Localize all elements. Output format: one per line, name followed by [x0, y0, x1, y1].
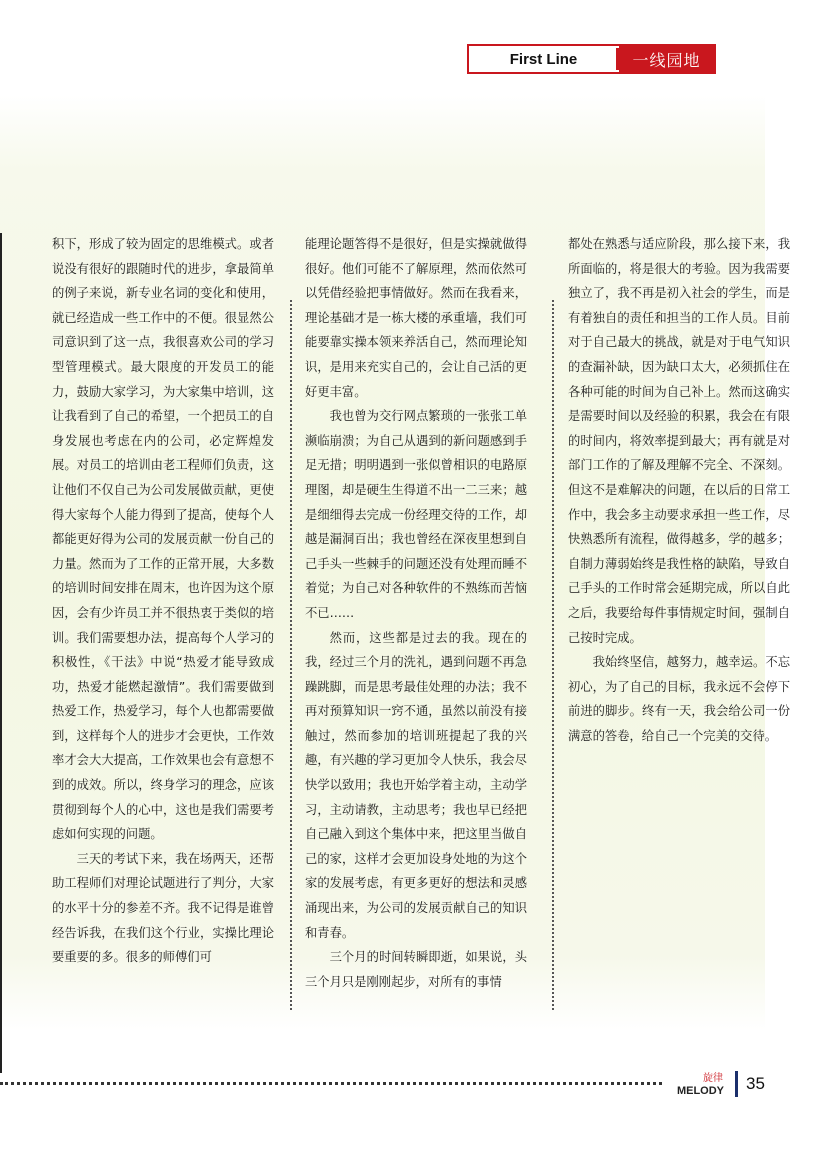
paragraph: 我也曾为交行网点繁琐的一张张工单濒临崩溃；为自己从遇到的新问题感到手足无措；明明遇到一张似曾相识的电路原理图，却是硬生生得道不出一二三来；越是细细得去完成一份经理交待的工作，却越是漏洞百出；我也曾经在深夜里想到自己手头一些棘手的问题还没有处理而睡不着觉；为自己对各种软件的不熟练而苦恼不已……	[305, 409, 527, 620]
paragraph: 我始终坚信，越努力，越幸运。不忘初心，为了自己的目标，我永远不会停下前进的脚步。终有一天，我会给公司一份满意的答卷，给自己一个完美的交待。	[568, 655, 790, 743]
section-header	[467, 44, 716, 74]
footer-dotted-rule	[0, 1082, 662, 1085]
magazine-name-en: MELODY	[676, 1085, 724, 1097]
left-margin-rule	[0, 233, 2, 1073]
paragraph: 三个月的时间转瞬即逝，如果说，头三个月只是刚刚起步，对所有的事情	[305, 950, 527, 989]
paragraph: 积下，形成了较为固定的思维模式。或者说没有很好的跟随时代的进步，拿最简单的例子来说，新专业名词的变化和使用，就已经造成一些工作中的不便。很显然公司意识到了这一点，我很喜欢公司的学习型管理模式。最大限度的开发员工的能力，鼓励大家学习，为大家集中培训，这让我看到了自己的希望，一个把员工的自身发展也考虑在内的公司，必定辉煌发展。对员工的培训由老工程师们负责，这让他们不仅自己为公司发展做贡献，更使得大家每个人能力得到了提高，使每个人都能更好得为公司的发展贡献一份自己的力量。然而为了工作的正常开展，大多数的培训时间安排在周末，也许因为这个原因，会有少许员工并不很热衷于类似的培训。我们需要想办法，提高每个人学习的积极性，《干法》中说“热爱才能导致成功，热爱才能燃起激情”。我们需要做到热爱工作，热爱学习，每个人也都需要做到，这样每个人的进步才会更快，工作效率才会大大提高，工作效果也会有意想不到的成效。所以，终身学习的理念，应该贯彻到每个人的心中，这也是我们需要考虑如何实现的问题。	[52, 237, 274, 842]
column-divider	[552, 300, 554, 1010]
footer-divider-bar	[735, 1071, 738, 1097]
text-column-2	[305, 232, 527, 994]
magazine-name-cn: 旋律	[703, 1073, 723, 1084]
text-column-1	[52, 232, 274, 970]
paragraph: 都处在熟悉与适应阶段，那么接下来，我所面临的，将是很大的考验。因为我需要独立了，我不再是初入社会的学生，而是有着独自的责任和担当的工作人员。目前对于自己最大的挑战，就是对于电气知识的查漏补缺，因为缺口太大，必须抓住在各种可能的时间为自己补上。然而这确实是需要时间以及经验的积累，我会在有限的时间内，将效率提到最大；再有就是对部门工作的了解及理解不完全、不深刻。但这不是难解决的问题，在以后的日常工作中，我会多主动要求承担一些工作，尽快熟悉所有流程，做得越多，学的越多；自制力薄弱始终是我性格的缺陷，导致自己手头的工作时常会延期完成，所以自此之后，我要给每件事情规定时间，强制自己按时完成。	[568, 237, 790, 645]
paragraph: 能理论题答得不是很好，但是实操就做得很好。他们可能不了解原理，然而依然可以凭借经验把事情做好。然而在我看来，理论基础才是一栋大楼的承重墙，我们可能要靠实操本领来养活自己，然而理论知识，是用来充实自己的，会让自己活的更好更丰富。	[305, 237, 527, 399]
paragraph: 然而，这些都是过去的我。现在的我，经过三个月的洗礼，遇到问题不再急躁跳脚，而是思考最佳处理的办法；我不再对预算知识一窍不通，虽然以前没有接触过，然而参加的培训班提起了我的兴趣，有兴趣的学习更加令人快乐，我会尽快学以致用；我也开始学着主动，主动学习，主动请教，主动思考；我也早已经把自己融入到这个集体中来，把这里当做自己的家，这样才会更加设身处地的为这个家的发展考虑，有更多更好的想法和灵感涌现出来，为公司的发展贡献自己的知识和青春。	[305, 630, 527, 940]
section-title-en: First Line	[471, 48, 619, 70]
section-title-cn: 一线园地	[619, 46, 714, 72]
text-column-3	[568, 232, 790, 748]
page-number: 35	[746, 1074, 765, 1093]
column-divider	[290, 300, 292, 1010]
paragraph: 三天的考试下来，我在场两天，还帮助工程师们对理论试题进行了判分，大家的水平十分的参差不齐。我不记得是谁曾经告诉我，在我们这个行业，实操比理论要重要的多。很多的师傅们可	[52, 851, 274, 965]
